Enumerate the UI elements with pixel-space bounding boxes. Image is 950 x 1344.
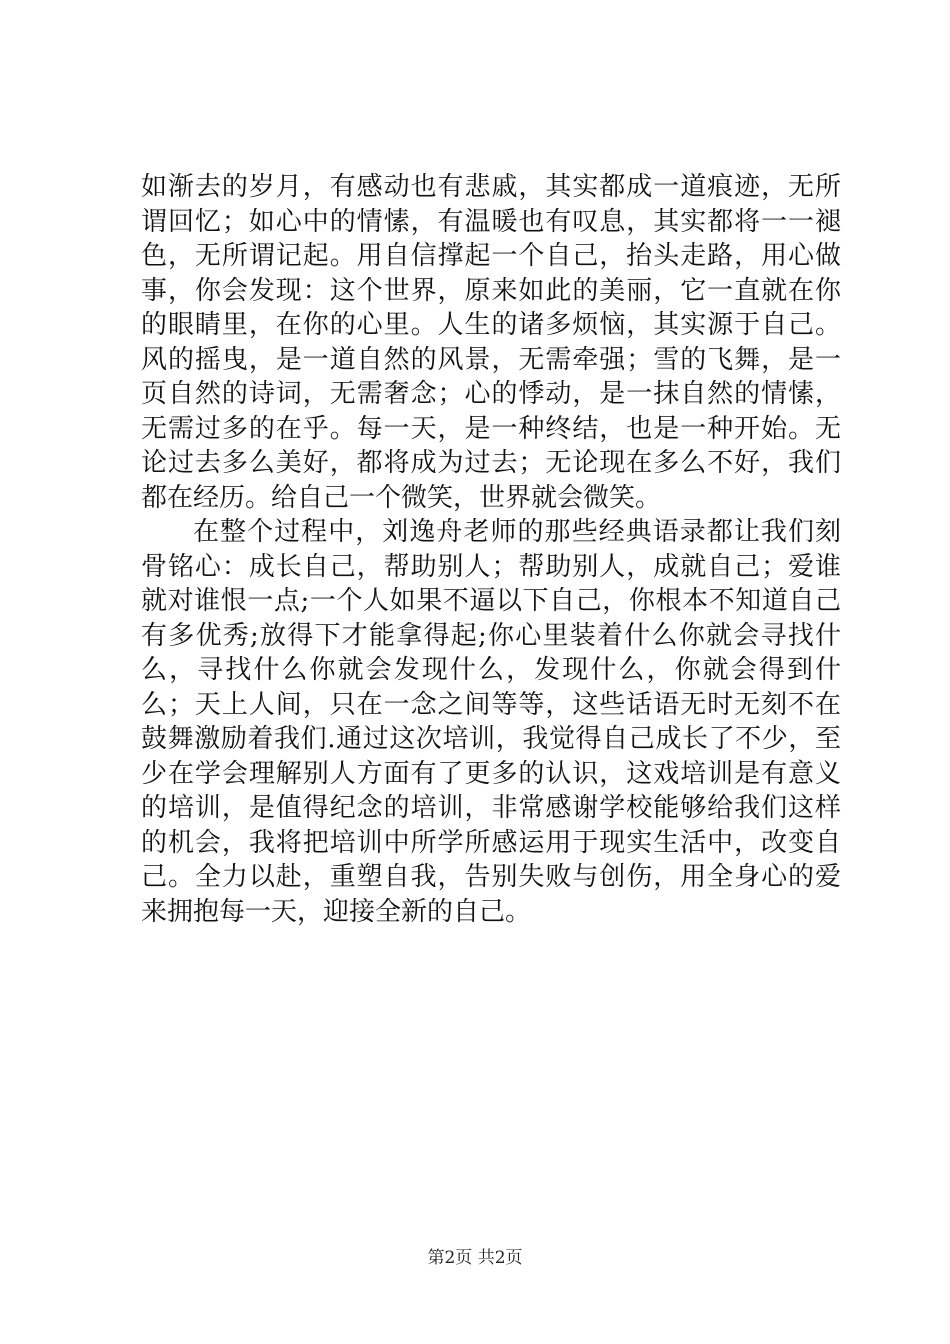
document-body [141, 170, 841, 929]
body-paragraph-1: 如渐去的岁月，有感动也有悲戚，其实都成一道痕迹，无所谓回忆；如心中的情愫，有温暖也有叹息，其实都将一一褪色，无所谓记起。用自信撑起一个自己，抬头走路，用心做事，你会发现：这个世界，原来如此的美丽，它一直就在你的眼睛里，在你的心里。人生的诸多烦恼，其实源于自己。风的摇曳，是一道自然的风景，无需牵强；雪的飞舞，是一页自然的诗词，无需奢念；心的悸动，是一抹自然的情愫，无需过多的在乎。每一天，是一种终结，也是一种开始。无论过去多么美好，都将成为过去；无论现在多么不好，我们都在经历。给自己一个微笑，世界就会微笑。 [141, 172, 841, 513]
page-footer: 第2页 共2页 [427, 1248, 523, 1268]
body-paragraph-2: 在整个过程中，刘逸舟老师的那些经典语录都让我们刻骨铭心：成长自己，帮助别人；帮助别人，成就自己；爱谁就对谁恨一点;一个人如果不逼以下自己，你根本不知道自己有多优秀;放得下才能拿得起;你心里装着什么你就会寻找什么，寻找什么你就会发现什么，发现什么，你就会得到什么；天上人间，只在一念之间等等，这些话语无时无刻不在鼓舞激励着我们.通过这次培训，我觉得自己成长了不少，至少在学会理解别人方面有了更多的认识，这戏培训是有意义的培训，是值得纪念的培训，非常感谢学校能够给我们这样的机会，我将把培训中所学所感运用于现实生活中，改变自己。全力以赴，重塑自我，告别失败与创伤，用全身心的爱来拥抱每一天，迎接全新的自己。 [141, 517, 841, 927]
